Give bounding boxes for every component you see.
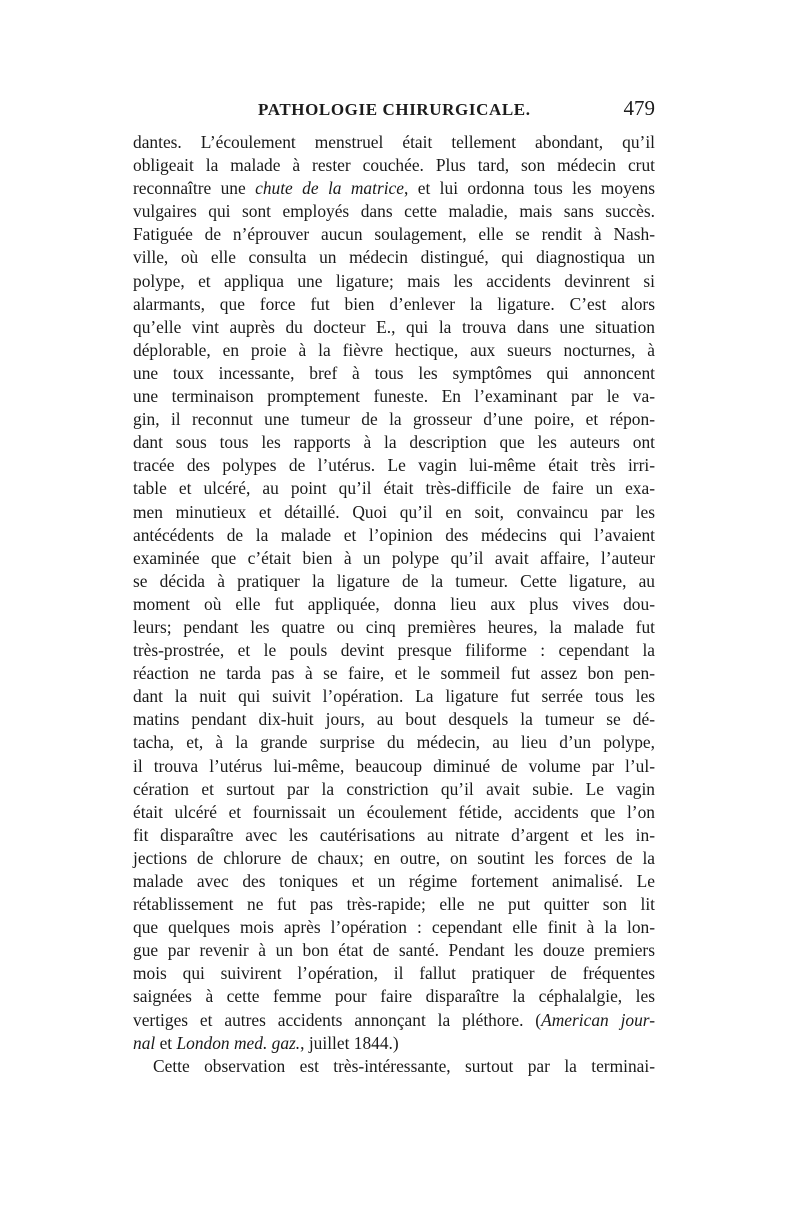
text-line: [133, 131, 655, 154]
text-line: [133, 547, 655, 570]
text-line: [133, 939, 655, 962]
line-text: dantes. L’écoulement menstruel était tellement abondant, qu’il: [133, 132, 655, 152]
line-text: très-prostrée, et le pouls devint presque filiforme : cependant la: [133, 640, 655, 661]
line-text: et: [155, 1032, 177, 1053]
text-line: [133, 778, 655, 801]
text-line: [133, 1055, 655, 1078]
text-line: [133, 916, 655, 939]
text-line: [133, 870, 655, 893]
text-line: [133, 200, 655, 223]
text-line: [133, 616, 655, 639]
text-line: [133, 177, 655, 200]
text-line: [133, 570, 655, 593]
italic-text: London med. gaz.: [176, 1032, 301, 1053]
line-text: , et lui ordonna tous les moyens: [404, 178, 655, 199]
line-text: antécédents de la malade et l’opinion des médecins qui l’avaient: [133, 524, 655, 545]
line-text: obligeait la malade à rester couchée. Plus tard, son médecin crut: [133, 155, 655, 176]
body-text: [133, 131, 655, 1078]
text-line: [133, 824, 655, 847]
text-line: [133, 246, 655, 269]
text-line: [133, 985, 655, 1008]
italic-text: chute de la matrice: [255, 178, 404, 199]
text-line: [133, 362, 655, 385]
text-line: [133, 1032, 655, 1055]
line-text: Fatiguée de n’éprouver aucun soulagement, elle se rendit à Nash-: [133, 224, 655, 245]
line-text: déplorable, en proie à la fièvre hectique, aux sueurs nocturnes, à: [133, 339, 655, 360]
text-line: [133, 639, 655, 662]
text-line: [133, 685, 655, 708]
text-line: [133, 316, 655, 339]
line-text: réaction ne tarda pas à se faire, et le sommeil fut assez bon pen-: [133, 663, 655, 684]
line-text: reconnaître une: [133, 178, 256, 199]
text-line: [133, 385, 655, 408]
text-line: [133, 524, 655, 547]
line-text: moment où elle fut appliquée, donna lieu aux plus vives dou-: [133, 593, 655, 614]
line-text: examinée que c’était bien à un polype qu’il avait affaire, l’auteur: [133, 547, 655, 568]
line-text: rétablissement ne fut pas très-rapide; elle ne put quitter son lit: [133, 894, 655, 915]
text-line: [133, 154, 655, 177]
line-text: ville, où elle consulta un médecin distingué, qui diagnostiqua un: [133, 247, 655, 268]
text-line: [133, 431, 655, 454]
line-text: malade avec des toniques et un régime fortement animalisé. Le: [133, 871, 655, 891]
text-line: [133, 339, 655, 362]
line-text: une terminaison promptement funeste. En l’examinant par le va-: [133, 386, 655, 407]
text-line: [133, 408, 655, 431]
text-line: [133, 801, 655, 824]
text-line: [133, 477, 655, 500]
line-text: alarmants, que force fut bien d’enlever la ligature. C’est alors: [133, 293, 655, 314]
line-text: était ulcéré et fournissait un écoulement fétide, accidents que l’on: [133, 801, 655, 822]
line-text: matins pendant dix-huit jours, au bout desquels la tumeur se dé-: [133, 709, 655, 730]
text-line: [133, 1009, 655, 1032]
text-line: [133, 223, 655, 246]
line-text: gin, il reconnut une tumeur de la grosseur d’une poire, et répon-: [133, 409, 655, 430]
line-text: qu’elle vint auprès du docteur E., qui la trouva dans une situation: [133, 316, 655, 337]
line-text: tracée des polypes de l’utérus. Le vagin lui-même était très irri-: [133, 455, 655, 476]
line-text: dant la nuit qui suivit l’opération. La ligature fut serrée tous les: [133, 686, 655, 707]
line-text: dant sous tous les rapports à la description que les auteurs ont: [133, 432, 655, 453]
line-text: cération et surtout par la constriction qu’il avait subie. Le vagin: [133, 778, 655, 799]
line-text: que quelques mois après l’opération : cependant elle finit à la lon-: [133, 917, 655, 938]
text-line: [133, 662, 655, 685]
line-text: men minutieux et détaillé. Quoi qu’il en soit, convaincu par les: [133, 501, 655, 522]
line-text: leurs; pendant les quatre ou cinq premières heures, la malade fut: [133, 616, 655, 637]
line-text: se décida à pratiquer la ligature de la tumeur. Cette ligature, au: [133, 570, 655, 591]
text-line: [133, 731, 655, 754]
text-line: [133, 293, 655, 316]
text-line: [133, 593, 655, 616]
line-text: table et ulcéré, au point qu’il était très-difficile de faire un exa-: [133, 478, 655, 499]
line-text: Cette observation est très-intéressante, surtout par la terminai-: [153, 1055, 655, 1076]
line-text: vulgaires qui sont employés dans cette maladie, mais sans succès.: [133, 201, 655, 222]
line-text: polype, et appliqua une ligature; mais les accidents devinrent si: [133, 270, 655, 291]
line-text: il trouva l’utérus lui-même, beaucoup diminué de volume par l’ul-: [133, 755, 655, 776]
text-line: [133, 708, 655, 731]
italic-text: nal: [133, 1032, 156, 1053]
running-title: PATHOLOGIE CHIRURGICALE.: [258, 100, 531, 119]
text-line: [133, 893, 655, 916]
line-text: jections de chlorure de chaux; en outre, on soutint les forces de la: [133, 847, 655, 868]
line-text: , juillet 1844.): [300, 1032, 399, 1053]
text-line: [133, 454, 655, 477]
page-number: 479: [623, 96, 655, 120]
line-text: vertiges et autres accidents annonçant la pléthore. (: [133, 1009, 542, 1030]
line-text: une toux incessante, bref à tous les symptômes qui annoncent: [133, 362, 655, 383]
page-header: [133, 96, 655, 126]
line-text: gue par revenir à un bon état de santé. Pendant les douze premiers: [133, 940, 655, 961]
text-line: [133, 847, 655, 870]
text-line: [133, 962, 655, 985]
text-line: [133, 501, 655, 524]
italic-text: American jour-: [541, 1009, 656, 1030]
line-text: tacha, et, à la grande surprise du médecin, au lieu d’un polype,: [133, 732, 655, 753]
text-line: [133, 270, 655, 293]
line-text: fit disparaître avec les cautérisations au nitrate d’argent et les in-: [133, 824, 655, 845]
line-text: saignées à cette femme pour faire disparaître la céphalalgie, les: [133, 986, 655, 1007]
line-text: mois qui suivirent l’opération, il fallut pratiquer de fréquentes: [133, 963, 655, 984]
text-line: [133, 755, 655, 778]
